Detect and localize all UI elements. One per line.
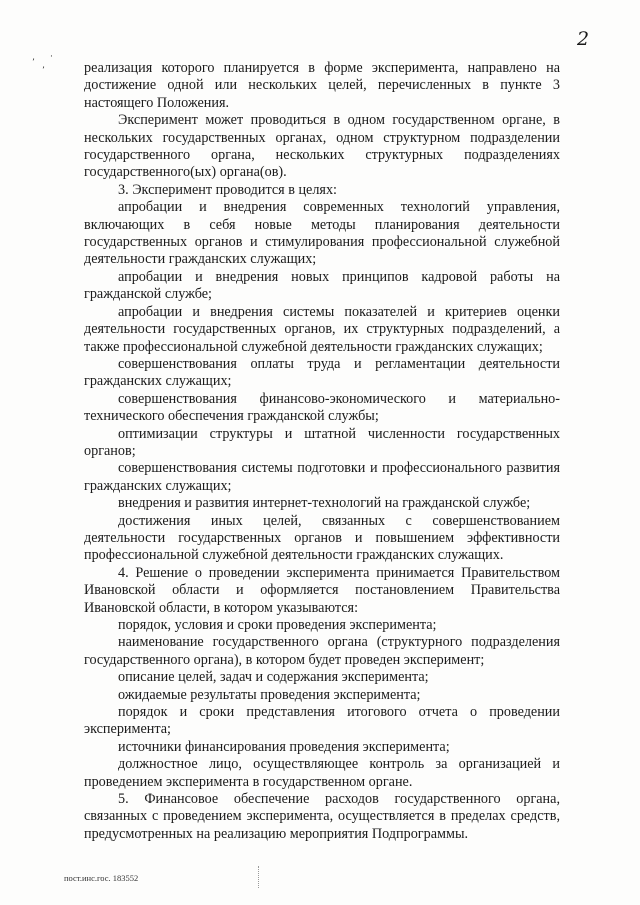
footer-document-code: пост.инс.гос. 183552 — [64, 873, 139, 883]
document-body — [84, 60, 560, 843]
paragraph: наименование государственного органа (структурного подразделения государственного органа), в котором будет проведен эксперимент; — [84, 634, 560, 668]
paragraph: источники финансирования проведения эксперимента; — [118, 738, 450, 755]
scan-mark — [258, 866, 260, 888]
paragraph: 3. Эксперимент проводится в целях: — [118, 181, 337, 198]
paragraph: порядок, условия и сроки проведения эксперимента; — [118, 617, 437, 633]
paragraph: совершенствования системы подготовки и профессионального развития гражданских служащих; — [84, 460, 560, 494]
paragraph: должностное лицо, осуществляющее контроль за организацией и проведением эксперимента в государственном органе. — [84, 756, 560, 790]
paragraph: совершенствования финансово-экономического и материально-технического обеспечения гражданской службы; — [84, 390, 560, 425]
paragraph: апробации и внедрения современных технологий управления, включающих в себя новые методы планирования деятельности государственных органов и стимулирования профессиональной служебной деятельности гражданских служащих; — [84, 199, 560, 268]
page-number: 2 — [577, 28, 590, 50]
paragraph: апробации и внедрения системы показателей и критериев оценки деятельности государственных органов, их структурных подразделений, а также профессиональной служебной деятельности гражданских служащих; — [84, 303, 560, 355]
paragraph: порядок и сроки представления итогового отчета о проведении эксперимента; — [84, 704, 560, 738]
margin-marks: ʼ ʼ · — [32, 52, 53, 76]
paragraph: внедрения и развития интернет-технологий на гражданской службе; — [118, 495, 531, 512]
paragraph: Эксперимент может проводиться в одном государственном органе, в нескольких государственных органах, одном структурном подразделении государственного органа, нескольких структурных подразделениях государственного(ых) органа(ов). — [84, 112, 560, 181]
paragraph: 5. Финансовое обеспечение расходов государственного органа, связанных с проведением эксперимента, осуществляется в пределах средств, предусмотренных на реализацию мероприятия Подпрограммы. — [84, 791, 560, 842]
paragraph: совершенствования оплаты труда и регламентации деятельности гражданских служащих; — [84, 355, 560, 390]
paragraph: 4. Решение о проведении эксперимента принимается Правительством Ивановской области и оформляется постановлением Правительства Ивановской области, в котором указываются: — [84, 564, 560, 616]
paragraph: описание целей, задач и содержания эксперимента; — [118, 669, 429, 686]
paragraph: достижения иных целей, связанных с совершенствованием деятельности государственных органов и повышением эффективности профессиональной служебной деятельности гражданских служащих. — [84, 512, 560, 564]
paragraph: ожидаемые результаты проведения эксперимента; — [118, 686, 421, 703]
paragraph: апробации и внедрения новых принципов кадровой работы на гражданской службе; — [84, 268, 560, 303]
paragraph: оптимизации структуры и штатной численности государственных органов; — [84, 425, 560, 459]
paragraph: реализация которого планируется в форме эксперимента, направлено на достижение одной или нескольких целей, перечисленных в пункте 3 настоящего Положения. — [84, 60, 560, 111]
